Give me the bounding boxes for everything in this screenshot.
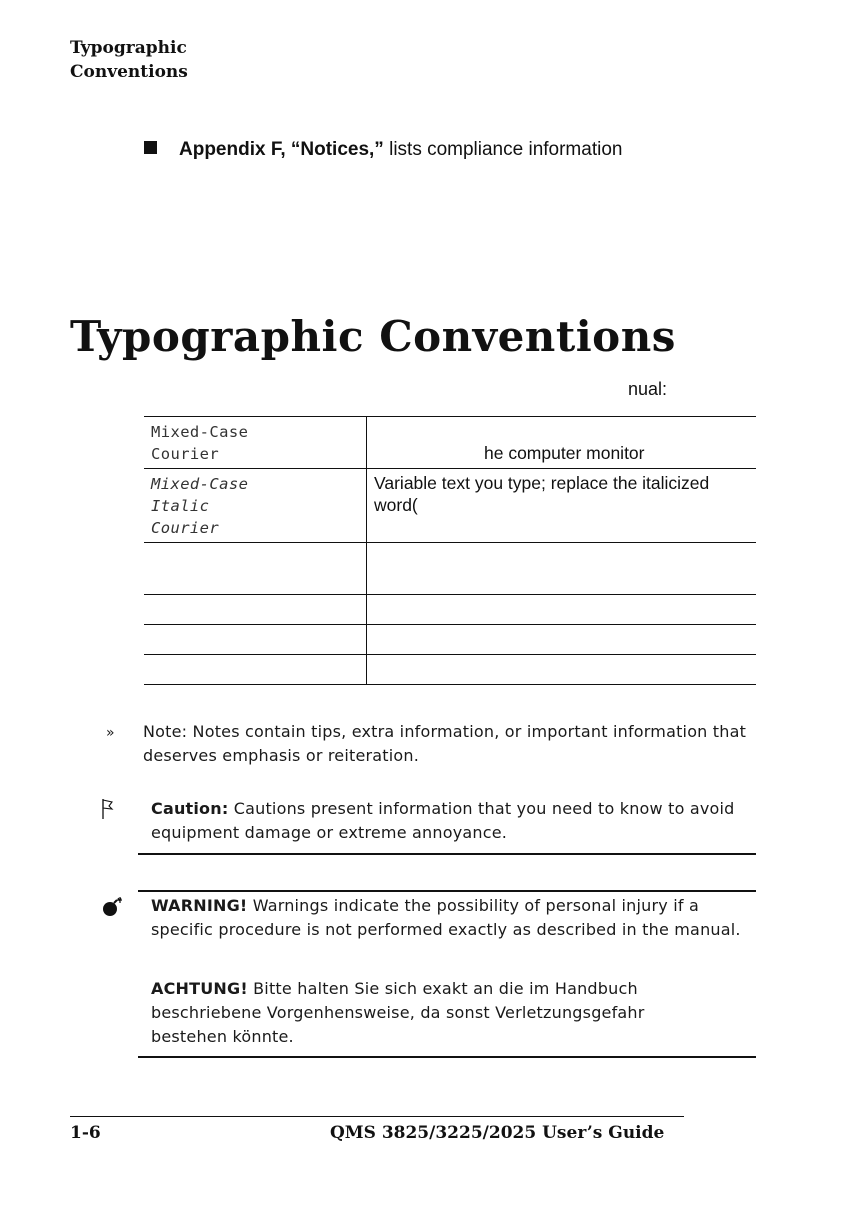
table-cell-term: Mixed-Case Courier [144, 417, 367, 469]
footer-rule [70, 1116, 684, 1117]
table-cell-desc-text: he computer monitor [484, 443, 645, 463]
note-block [143, 720, 758, 768]
bullet-item [144, 139, 622, 161]
intro-fragment: nual: [628, 379, 668, 399]
table-row [144, 417, 756, 469]
caution-label: Caution: [151, 799, 229, 818]
warning-top-rule [138, 890, 756, 892]
running-header-line2: Conventions [70, 62, 188, 82]
table-cell-desc [367, 417, 757, 469]
note-text: Notes contain tips, extra information, or important information that deserves emphasis or reiteration. [143, 722, 747, 765]
caution-bottom-rule [138, 853, 756, 855]
table-cell-term: Mixed-Case Italic Courier [144, 469, 367, 543]
note-label: Note: [143, 722, 188, 741]
table-cell-desc [367, 595, 757, 625]
running-header [70, 36, 188, 84]
caution-flag-icon [101, 798, 114, 820]
footer-title: QMS 3825/3225/2025 User’s Guide [330, 1123, 665, 1143]
warning-text: Warnings indicate the possibility of personal injury if a specific procedure is not performed exactly as described in the manual. [151, 896, 741, 939]
note-chevron-icon: » [106, 725, 115, 741]
running-header-line1: Typographic [70, 38, 187, 58]
warning-block [151, 894, 751, 942]
table-cell-desc: Variable text you type; replace the italicized word( [367, 469, 757, 543]
warning-label: WARNING! [151, 896, 248, 915]
table-row [144, 543, 756, 595]
page-number: 1-6 [70, 1123, 101, 1143]
table-cell-term [144, 595, 367, 625]
table-cell-desc [367, 625, 757, 655]
table-row [144, 595, 756, 625]
achtung-text: Bitte halten Sie sich exakt an die im Handbuch beschriebene Vorgenhensweise, da sonst Verletzungsgefahr bestehen könnte. [151, 979, 645, 1046]
table-row [144, 655, 756, 685]
bullet-bold-text: Appendix F, “Notices,” [179, 139, 384, 160]
warning-bottom-rule [138, 1056, 756, 1058]
warning-bomb-icon [102, 896, 126, 918]
caution-block [151, 797, 756, 845]
achtung-label: ACHTUNG! [151, 979, 248, 998]
table-cell-term [144, 655, 367, 685]
table-row [144, 625, 756, 655]
page-title: Typographic Conventions [70, 312, 676, 361]
table-cell-desc [367, 655, 757, 685]
table-cell-term [144, 625, 367, 655]
square-bullet-icon [144, 141, 157, 154]
achtung-block [151, 977, 711, 1049]
table-row [144, 469, 756, 543]
caution-text: Cautions present information that you need to know to avoid equipment damage or extreme annoyance. [151, 799, 735, 842]
conventions-table [144, 416, 756, 685]
bullet-text: lists compliance information [383, 139, 623, 160]
table-cell-desc [367, 543, 757, 595]
table-cell-term [144, 543, 367, 595]
